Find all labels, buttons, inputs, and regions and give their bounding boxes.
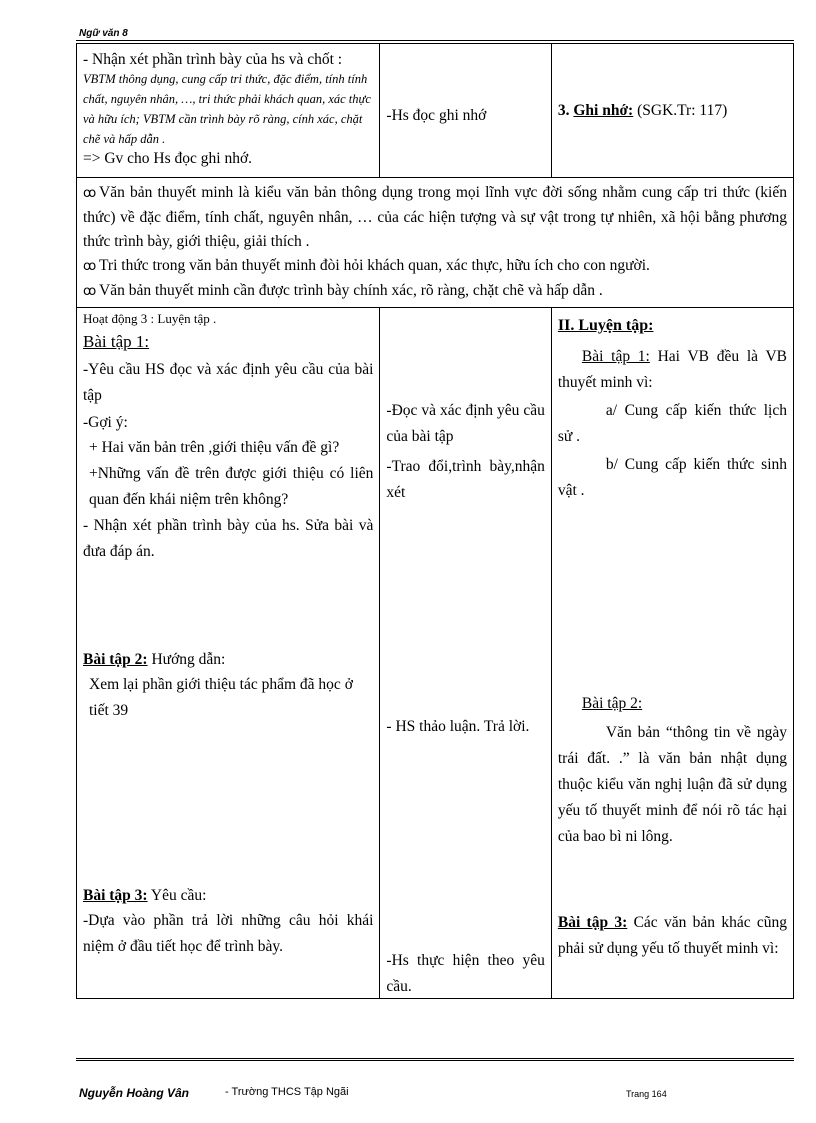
bullet-icon: ꝏ [83, 186, 97, 201]
summary-point: ꝏ Văn bản thuyết minh là kiểu văn bản thông dụng trong mọi lĩnh vực đời sống nhằm cung cấp tri thức (kiến thức) về đặc điểm, tính chất, nguyên nhân, … của các hiện tượng và sự vật trong tự nhiên, xã hội bằng phương thức trình bày, giới thiệu, giải thích . [83, 184, 787, 250]
student-activity-cell [380, 308, 551, 999]
footer-rule [76, 1058, 794, 1061]
exercise-2-text: Hướng dẫn: [151, 651, 226, 668]
footer-author: Nguyễn Hoàng Vân [79, 1086, 190, 1100]
practice-heading: II. Luyện tập: [557, 317, 654, 334]
summary-row [77, 178, 794, 308]
student-activity-cell [380, 44, 551, 178]
exercise-3-text: Yêu cầu: [150, 887, 207, 904]
summary-point: ꝏ Văn bản thuyết minh cần được trình bày chính xác, rõ ràng, chặt chẽ và hấp dẫn . [83, 279, 787, 304]
content-exercise-3: Bài tập 3: Các văn bản khác cũng phải sử dụng yếu tố thuyết minh vì: [557, 914, 788, 957]
content-exercise-1: Bài tập 1: Hai VB đều là VB thuyết minh vì: [557, 348, 787, 391]
footer-page-number: Trang 164 [626, 1089, 667, 1099]
student-step-1: -Đọc và xác định yêu cầu của bài tập [386, 402, 545, 445]
student-step-2: -Trao đổi,trình bày,nhận xét [386, 458, 545, 501]
exercise-block-2 [83, 648, 373, 724]
answer-a: a/ Cung cấp kiến thức lịch sử . [557, 402, 787, 445]
exercise-3-label: Bài tập 3: [83, 887, 148, 904]
student-step-3: - HS thảo luận. Trả lời. [386, 718, 530, 735]
memo-heading: 3. Ghi nhớ: (SGK.Tr: 117) [557, 101, 728, 119]
content-cell [551, 308, 793, 999]
student-activity: -Hs đọc ghi nhớ [386, 106, 487, 124]
summary-cell [77, 178, 794, 308]
exercise-block-1 [83, 330, 373, 565]
content-exercise-2: Văn bản “thông tin về ngày trái đất. .” là văn bản nhật dụng thuộc kiểu văn nghị luận đã sử dụng yếu tố thuyết minh để nói rõ tác hại của bao bì ni lông. [557, 724, 787, 845]
teacher-instruction: => Gv cho Hs đọc ghi nhớ. [83, 150, 253, 167]
exercise-1-request: -Yêu cầu HS đọc và xác định yêu cầu của bài tập [83, 361, 374, 404]
bullet-icon: ꝏ [83, 259, 97, 274]
student-step-4: -Hs thực hiện theo yêu cầu. [386, 952, 545, 995]
teacher-activity-cell [77, 44, 380, 178]
answer-b: b/ Cung cấp kiến thức sinh vật . [557, 456, 787, 499]
hint-1: + Hai văn bản trên ,giới thiệu vấn đề gì? [89, 439, 340, 456]
content-exercise-1-label: Bài tập 1: [581, 348, 650, 365]
content-exercise-3-label: Bài tập 3: [557, 914, 628, 931]
hint-label: -Gợi ý: [83, 414, 128, 431]
exercise-2-label: Bài tập 2: [83, 651, 148, 668]
footer-school: - Trường THCS Tập Ngãi [225, 1086, 349, 1098]
review-note: - Nhận xét phần trình bày của hs. Sửa bài và đưa đáp án. [83, 517, 374, 560]
table-row [77, 308, 794, 999]
activity-title: Hoạt động 3 : Luyện tập . [83, 311, 217, 326]
exercise-1-label: Bài tập 1: [83, 332, 150, 351]
exercise-2-detail: Xem lại phần giới thiệu tác phẩm đã học ở tiết 39 [89, 676, 353, 719]
page-header-subject: Ngữ văn 8 [79, 28, 128, 39]
teacher-conclusion: - Nhận xét phần trình bày của hs và chốt : VBTM thông dụng, cung cấp tri thức, đặc điểm, tính tính chất, nguyên nhân, …, tri thức phải khách quan, xác thực và hữu ích; VBTM cần trình bày rõ ràng, cính xác, chặt chẽ và hấp dẫn . [83, 51, 371, 146]
hint-2: +Những vấn đề trên được giới thiệu có liên quan đến khái niệm trên không? [89, 465, 374, 508]
content-exercise-2-label: Bài tập 2: [581, 695, 643, 712]
table-row [77, 44, 794, 178]
exercise-block-3 [83, 884, 373, 960]
exercise-3-detail: -Dựa vào phần trả lời những câu hỏi khái niệm ở đầu tiết học để trình bày. [83, 912, 374, 955]
header-rule [76, 40, 794, 41]
summary-point: ꝏ Tri thức trong văn bản thuyết minh đòi hỏi khách quan, xác thực, hữu ích cho con người. [83, 254, 787, 279]
teacher-activity-cell [77, 308, 380, 999]
lesson-table [76, 43, 794, 999]
bullet-icon: ꝏ [83, 284, 97, 299]
content-cell [551, 44, 793, 178]
